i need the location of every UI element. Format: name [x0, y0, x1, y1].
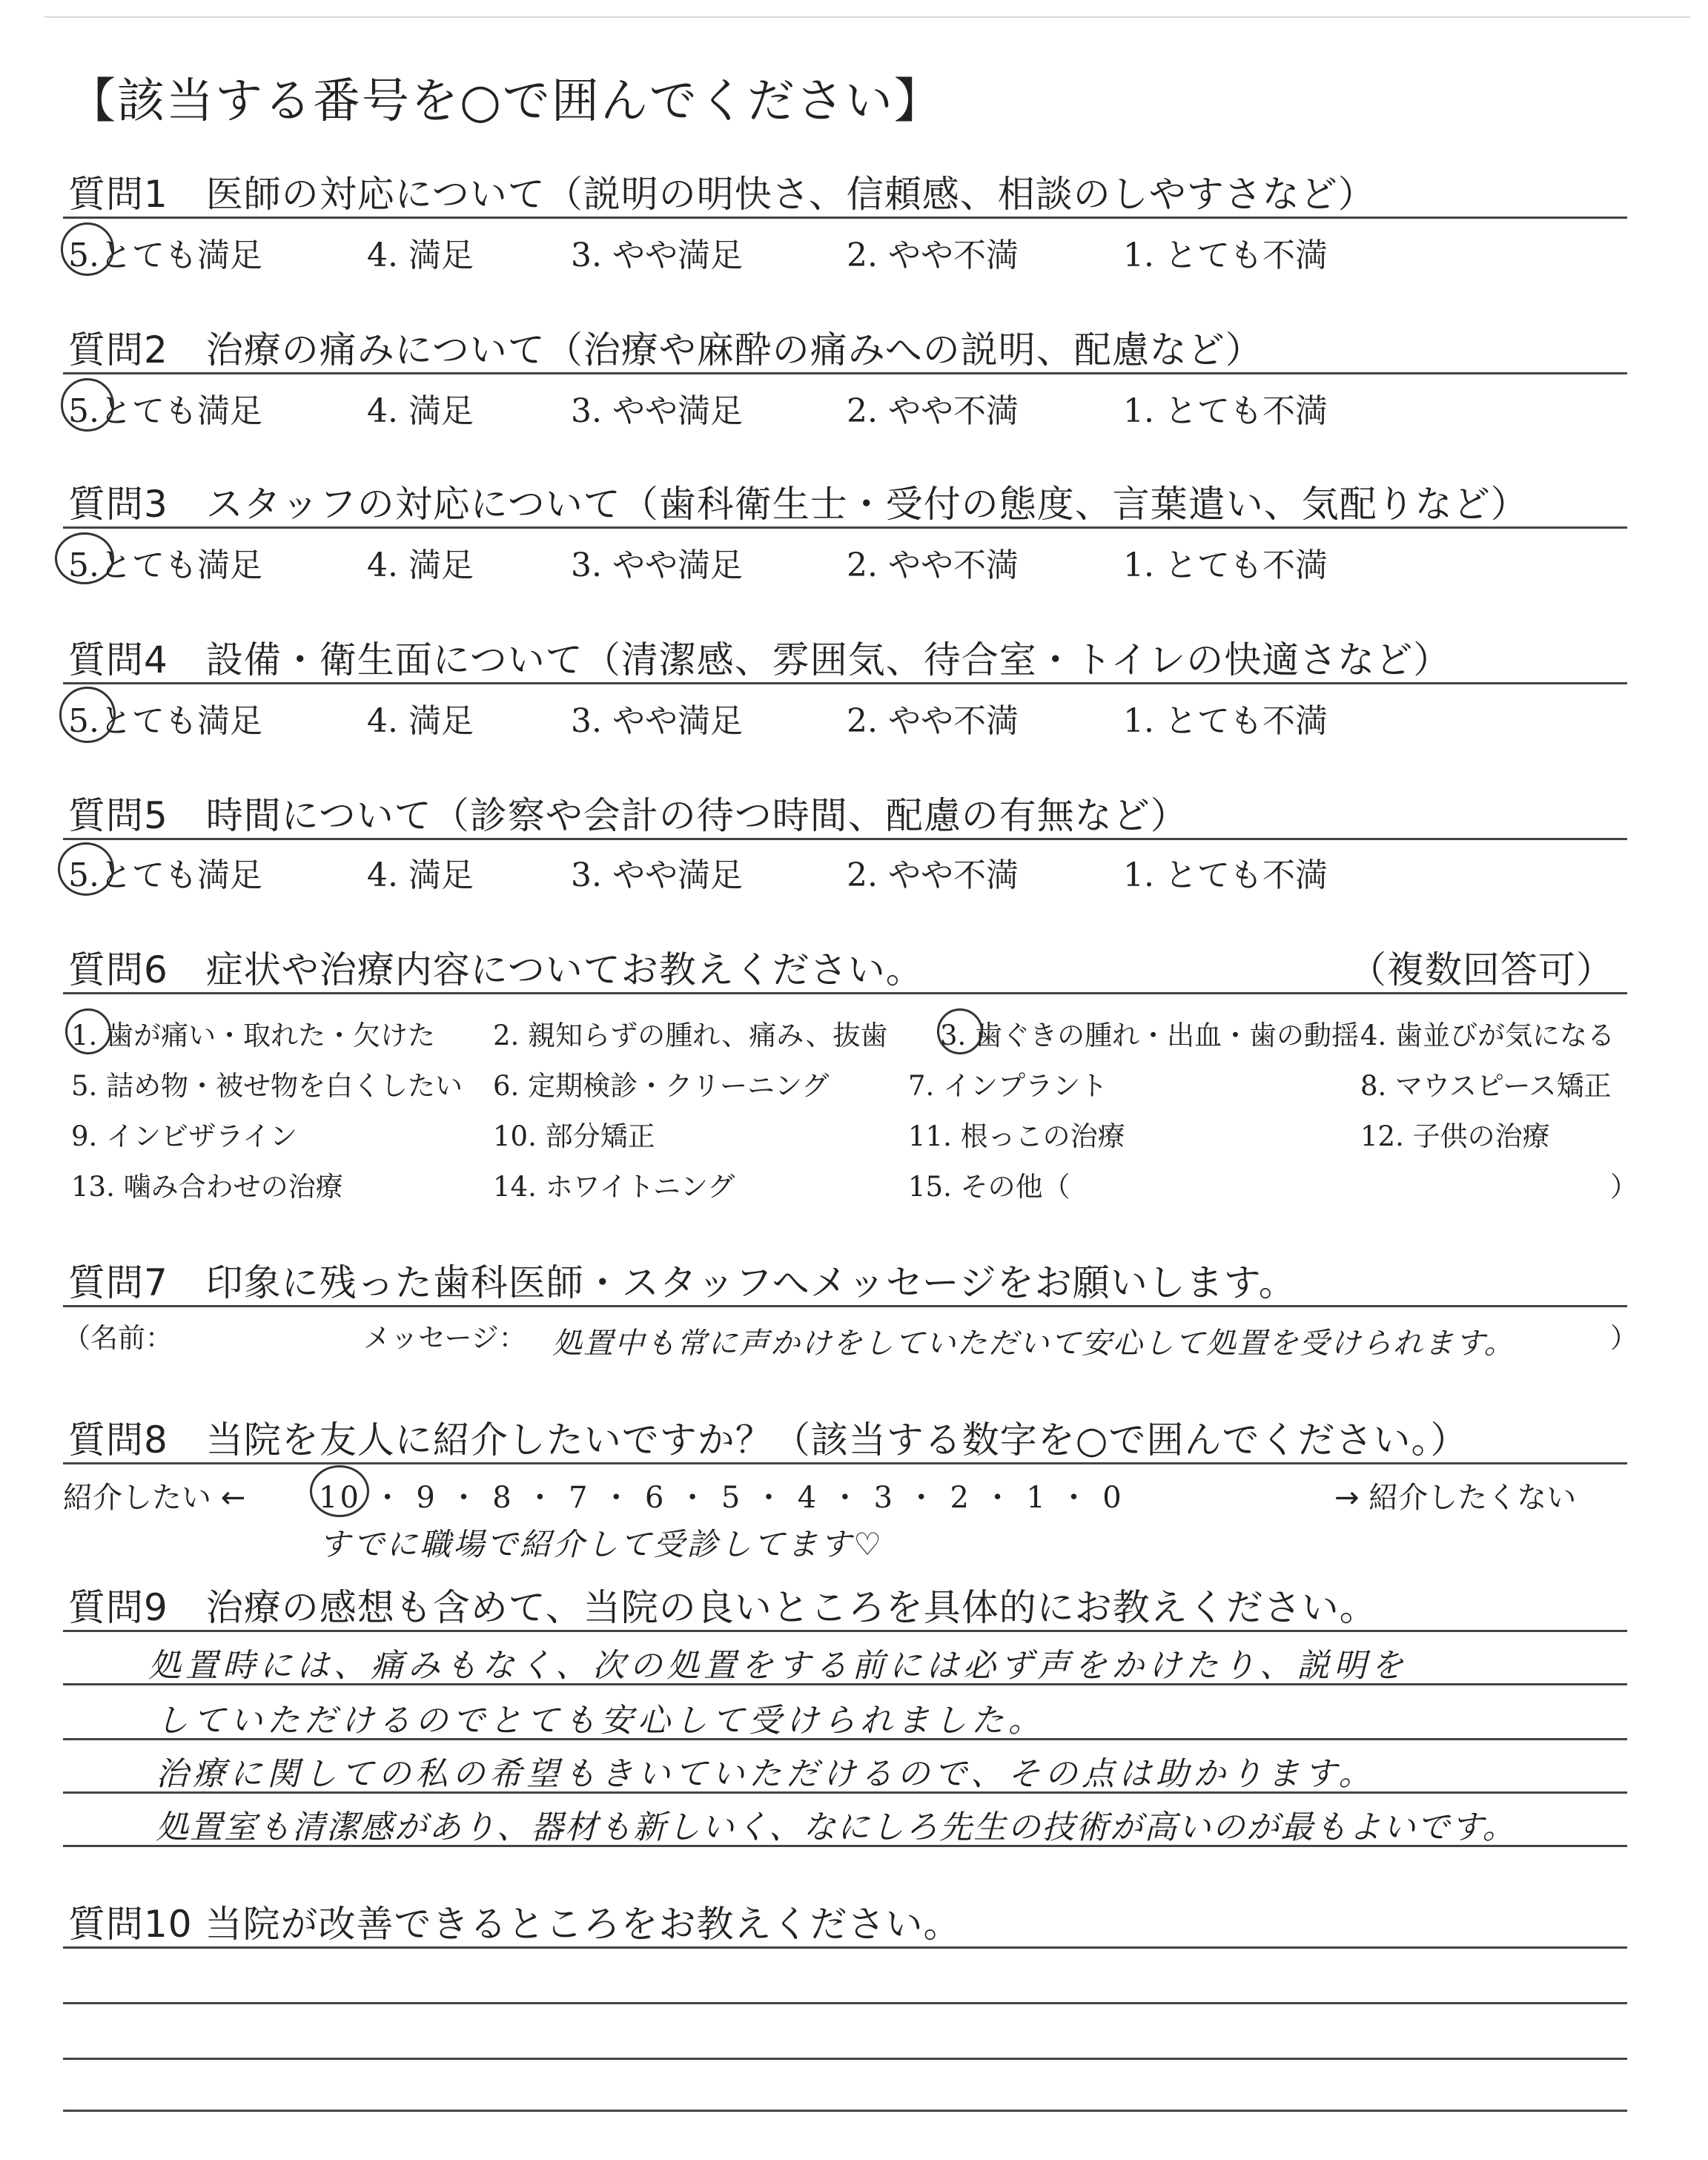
q7-message-text: 処置中も常に声かけをしていただいて安心して処置を受けられます。 [552, 1327, 1515, 1361]
q1-opt5-number: 5. [68, 237, 99, 274]
q1-option-5[interactable] [68, 228, 262, 276]
q10-rule-2 [63, 2002, 1627, 2004]
q6-option-9[interactable]: 9. インビザライン [71, 1120, 297, 1152]
q6-other-close-paren: ） [1610, 1171, 1638, 1203]
q8-scale[interactable]: 10 ・ 9 ・ 8 ・ 7 ・ 6 ・ 5 ・ 4 ・ 3 ・ 2 ・ 1 ・ 0 [319, 1481, 1124, 1515]
q2-option-1[interactable]: 1. とても不満 [1123, 392, 1328, 430]
q3-option-3[interactable]: 3. やや満足 [571, 546, 743, 584]
q9-line-4: 処置室も清潔感があり、器材も新しいく、なにしろ先生の技術が高いのが最もよいです。 [156, 1809, 1517, 1846]
q4-opt5-label: とても満足 [99, 702, 262, 740]
q3-option-1[interactable]: 1. とても不満 [1123, 546, 1328, 584]
q4-rule [63, 682, 1627, 684]
q4-option-5[interactable] [68, 694, 262, 742]
q6-option-13[interactable]: 13. 噛み合わせの治療 [71, 1171, 343, 1203]
q4-option-3[interactable]: 3. やや満足 [571, 702, 743, 740]
q3-title: 質問3 スタッフの対応について（歯科衛生士・受付の態度、言葉遣い、気配りなど） [68, 483, 1529, 526]
q10-title: 質問10 当院が改善できるところをお教えください。 [68, 1903, 961, 1946]
q4-title: 質問4 設備・衛生面について（清潔感、雰囲気、待合室・トイレの快適さなど） [68, 638, 1452, 681]
q3-option-5[interactable] [68, 538, 262, 586]
q6-option-12[interactable]: 12. 子供の治療 [1360, 1120, 1550, 1152]
q3-rule [63, 526, 1627, 529]
q5-option-3[interactable]: 3. やや満足 [571, 856, 743, 894]
q8-title: 質問8 当院を友人に紹介したいですか？（該当する数字を○で囲んでください。） [68, 1418, 1469, 1462]
q6-note: （複数回答可） [1349, 948, 1614, 991]
q9-line-1: 処置時には、痛みもなく、次の処置をする前には必ず声をかけたり、説明を [148, 1647, 1409, 1685]
q1-option-3[interactable]: 3. やや満足 [571, 237, 743, 274]
q5-opt5-label: とても満足 [99, 856, 262, 894]
q7-rule [63, 1305, 1627, 1307]
q6-option-3[interactable]: 3. 歯ぐきの腫れ・出血・歯の動揺 [940, 1020, 1360, 1051]
q6-rule [63, 992, 1627, 994]
q8-right-label: → 紹介したくない [1334, 1481, 1577, 1515]
q7-title: 質問7 印象に残った歯科医師・スタッフへメッセージをお願いします。 [68, 1261, 1297, 1304]
q5-option-2[interactable]: 2. やや不満 [847, 856, 1019, 894]
q6-option-2[interactable]: 2. 親知らずの腫れ、痛み、抜歯 [493, 1020, 888, 1051]
q8-left-label: 紹介したい ← [63, 1481, 246, 1515]
q2-option-2[interactable]: 2. やや不満 [847, 392, 1019, 430]
q2-option-3[interactable]: 3. やや満足 [571, 392, 743, 430]
q6-option-6[interactable]: 6. 定期検診・クリーニング [493, 1070, 830, 1102]
q1-rule [63, 217, 1627, 219]
q5-title: 質問5 時間について（診察や会計の待つ時間、配慮の有無など） [68, 794, 1188, 837]
q5-opt5-number: 5. [68, 856, 99, 894]
q4-option-2[interactable]: 2. やや不満 [847, 702, 1019, 740]
q6-option-8[interactable]: 8. マウスピース矯正 [1360, 1070, 1612, 1102]
q6-title: 質問6 症状や治療内容についてお教えください。 [68, 948, 924, 991]
q9-line-3: 治療に関しての私の希望もきいていただけるので、その点は助かります。 [156, 1755, 1376, 1793]
top-border [44, 16, 1690, 18]
q10-rule-4 [63, 2110, 1627, 2112]
q3-opt5-number: 5. [68, 546, 99, 584]
q4-option-4[interactable]: 4. 満足 [367, 702, 474, 740]
q6-option-5[interactable]: 5. 詰め物・被せ物を白くしたい [71, 1070, 463, 1102]
q2-opt5-label: とても満足 [99, 392, 262, 430]
q7-message-label: メッセージ： [363, 1322, 526, 1354]
q8-handwritten-note: すでに職場で紹介して受診してます♡ [319, 1526, 884, 1562]
q1-option-1[interactable]: 1. とても不満 [1123, 237, 1328, 274]
q5-rule [63, 838, 1627, 840]
q5-option-4[interactable]: 4. 満足 [367, 856, 474, 894]
q1-title: 質問1 医師の対応について（説明の明快さ、信頼感、相談のしやすさなど） [68, 173, 1376, 216]
q7-name-label: （名前： [63, 1322, 173, 1354]
q3-option-2[interactable]: 2. やや不満 [847, 546, 1019, 584]
q9-title: 質問9 治療の感想も含めて、当院の良いところを具体的にお教えください。 [68, 1586, 1377, 1629]
q9-rule-1 [63, 1630, 1627, 1632]
q1-option-2[interactable]: 2. やや不満 [847, 237, 1019, 274]
page-header: 【該当する番号を○で囲んでください】 [68, 74, 943, 129]
q1-option-4[interactable]: 4. 満足 [367, 237, 474, 274]
q3-opt5-label: とても満足 [99, 546, 262, 584]
q2-option-4[interactable]: 4. 満足 [367, 392, 474, 430]
q6-option-7[interactable]: 7. インプラント [908, 1070, 1108, 1102]
q6-option-10[interactable]: 10. 部分矯正 [493, 1120, 655, 1152]
q2-title: 質問2 治療の痛みについて（治療や麻酔の痛みへの説明、配慮など） [68, 328, 1263, 371]
q1-opt5-label: とても満足 [99, 237, 262, 274]
q6-option-11[interactable]: 11. 根っこの治療 [908, 1120, 1125, 1152]
q5-option-5[interactable] [68, 848, 262, 896]
q2-rule [63, 372, 1627, 374]
q6-option-1[interactable]: 1. 歯が痛い・取れた・欠けた [71, 1020, 436, 1051]
q2-opt5-number: 5. [68, 392, 99, 430]
q10-rule-1 [63, 1946, 1627, 1949]
q2-option-5[interactable] [68, 384, 262, 432]
q4-opt5-number: 5. [68, 702, 99, 740]
q6-option-15[interactable]: 15. その他（ [908, 1171, 1070, 1203]
q6-option-14[interactable]: 14. ホワイトニング [493, 1171, 735, 1203]
q6-option-4[interactable]: 4. 歯並びが気になる [1360, 1020, 1615, 1051]
q4-option-1[interactable]: 1. とても不満 [1123, 702, 1328, 740]
q9-line-2: していただけるのでとても安心して受けられました。 [156, 1702, 1045, 1740]
q5-option-1[interactable]: 1. とても不満 [1123, 856, 1328, 894]
q3-option-4[interactable]: 4. 満足 [367, 546, 474, 584]
q8-rule [63, 1462, 1627, 1464]
q7-close-paren: ） [1610, 1322, 1638, 1354]
q10-rule-3 [63, 2058, 1627, 2060]
